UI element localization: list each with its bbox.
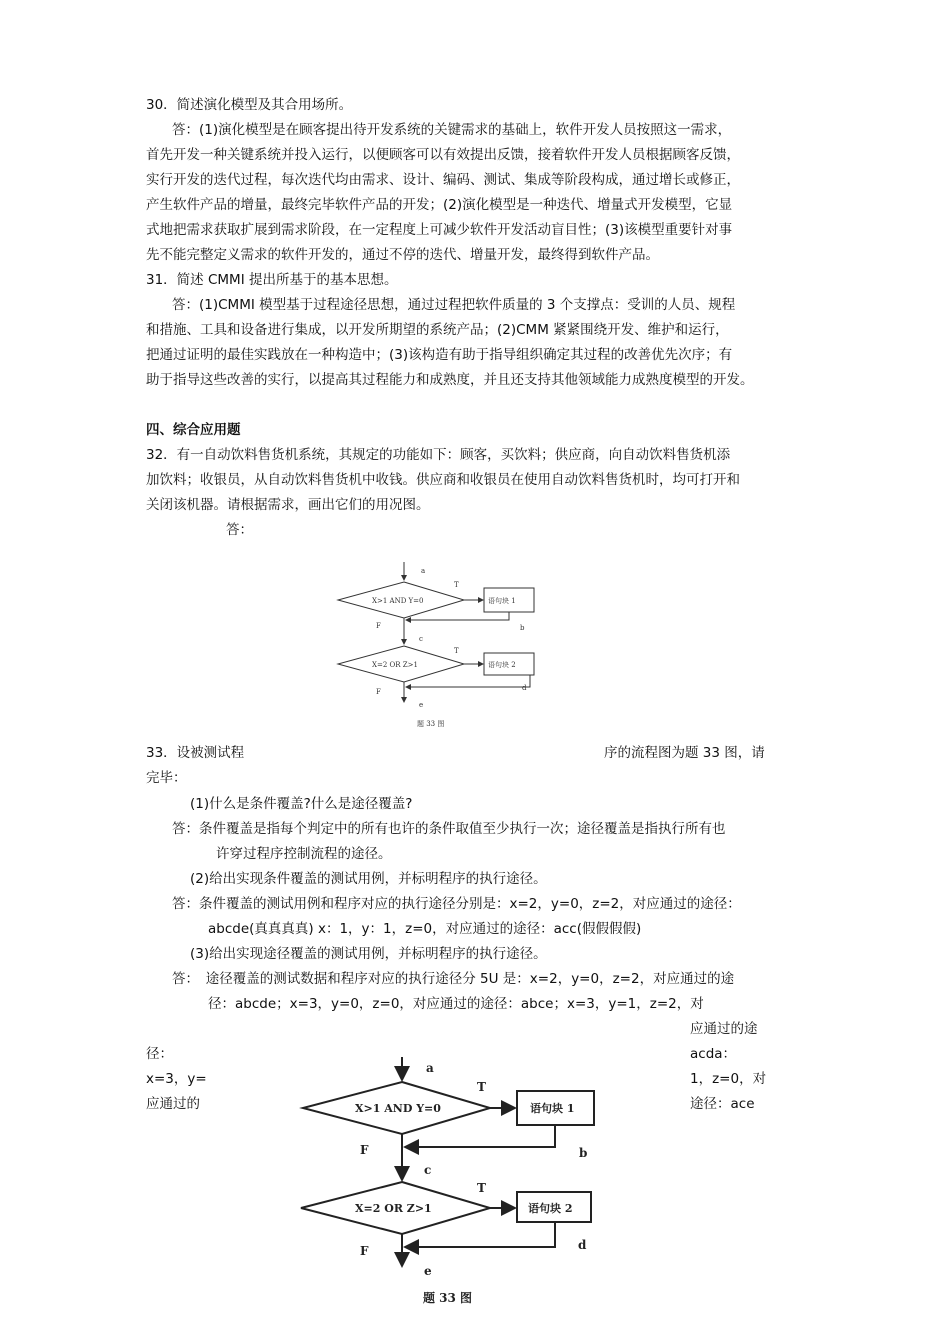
q33-part2-question: (2)给出实现条件覆盖的测试用例，并标明程序的执行途径。	[190, 871, 547, 887]
label-e: e	[424, 1264, 432, 1278]
q30-line: 产生软件产品的增量，最终完毕软件产品的开发；(2)演化模型是一种迭代、增量式开发模型，它显	[146, 197, 733, 213]
q33-title-cont: 完毕：	[146, 770, 187, 786]
label-c: c	[419, 635, 423, 643]
label-f: F	[376, 622, 381, 630]
q31-line: 答：(1)CMMI 模型基于过程途径思想，通过过程把软件质量的 3 个支撑点：受训的人员、规程	[172, 297, 736, 313]
left-fragment: x=3，y=	[146, 1071, 207, 1087]
caption: 题 33 图	[417, 720, 445, 728]
label-f: F	[360, 1244, 369, 1258]
q33-title-left: 33．设被测试程	[146, 745, 245, 761]
label-a: a	[426, 1061, 434, 1075]
block-1: 语句块 1	[530, 1102, 575, 1115]
q32-line: 32．有一自动饮料售货机系统，其规定的功能如下：顾客，买饮料；供应商，向自动饮料售货机添	[146, 447, 731, 463]
label-t: T	[477, 1080, 486, 1094]
condition-2: X=2 OR Z>1	[372, 661, 418, 669]
q30-line: 先不能完整定义需求的软件开发的，通过不停的迭代、增量开发，最终得到软件产品。	[146, 247, 659, 263]
label-t: T	[454, 647, 459, 655]
right-fragment: 途径：ace	[690, 1096, 755, 1112]
q33-part3-answer-cont: 径：abcde；x=3，y=0，z=0，对应通过的途径：abce；x=3，y=1，z=2，对	[208, 996, 704, 1012]
q31-line: 把通过证明的最佳实践放在一种构造中；(3)该构造有助于指导组织确定其过程的改善优先次序；有	[146, 347, 733, 363]
q30-line: 答：(1)演化模型是在顾客提出待开发系统的关键需求的基础上，软件开发人员按照这一需求，	[172, 122, 732, 138]
label-d: d	[578, 1238, 587, 1252]
condition-1: X>1 AND Y=0	[355, 1102, 441, 1115]
right-fragment: 应通过的途	[690, 1021, 758, 1037]
q32-line: 加饮料；收银员，从自动饮料售货机中收钱。供应商和收银员在使用自动饮料售货机时，均可打开和	[146, 472, 740, 488]
q33-part2-answer-cont: abcde(真真真真) x：1，y：1，z=0，对应通过的途径：acc(假假假假)	[208, 921, 642, 937]
q33-part1-question: (1)什么是条件覆盖?什么是途径覆盖?	[190, 796, 413, 812]
q30-line: 首先开发一种关键系统并投入运行，以便顾客可以有效提出反馈，接着软件开发人员根据顾客反馈，	[146, 147, 740, 163]
q33-part3-question: (3)给出实现途径覆盖的测试用例，并标明程序的执行途径。	[190, 946, 547, 962]
condition-1: X>1 AND Y=0	[372, 597, 424, 605]
label-t: T	[454, 581, 459, 589]
q32-answer: 答：	[226, 522, 253, 538]
q33-part1-answer: 答：条件覆盖是指每个判定中的所有也许的条件取值至少执行一次；途径覆盖是指执行所有也	[172, 821, 726, 837]
block-2: 语句块 2	[528, 1202, 573, 1215]
flowchart-large	[295, 1050, 625, 1312]
section-heading: 四、综合应用题	[146, 422, 241, 438]
label-b: b	[579, 1146, 588, 1160]
q30-line: 实行开发的迭代过程，每次迭代均由需求、设计、编码、测试、集成等阶段构成，通过增长或修正，	[146, 172, 740, 188]
q30-title: 30．简述演化模型及其合用场所。	[146, 97, 353, 113]
label-f: F	[376, 688, 381, 696]
condition-2: X=2 OR Z>1	[355, 1202, 432, 1215]
label-e: e	[419, 701, 424, 709]
q33-title-right: 序的流程图为题 33 图，请	[604, 745, 765, 761]
block-1: 语句块 1	[488, 597, 516, 605]
block-2: 语句块 2	[488, 661, 516, 669]
right-fragment: 1，z=0，对	[690, 1071, 767, 1087]
label-d: d	[522, 684, 527, 692]
caption: 题 33 图	[423, 1291, 473, 1305]
q33-part2-answer: 答：条件覆盖的测试用例和程序对应的执行途径分别是：x=2，y=0，z=2，对应通过的途径：	[172, 896, 741, 912]
q31-line: 助于指导这些改善的实行，以提高其过程能力和成熟度，并且还支持其他领域能力成熟度模型的开发。	[146, 372, 754, 388]
q31-title: 31．简述 CMMI 提出所基于的基本思想。	[146, 272, 398, 288]
q31-line: 和措施、工具和设备进行集成，以开发所期望的系统产品；(2)CMM 紧紧围绕开发、维护和运行，	[146, 322, 729, 338]
right-fragment: acda：	[690, 1046, 737, 1062]
q33-part3-answer: 答： 途径覆盖的测试数据和程序对应的执行途径分 5U 是：x=2，y=0，z=2，对应通过的途	[172, 971, 735, 987]
label-b: b	[520, 624, 525, 632]
left-fragment: 径：	[146, 1046, 173, 1062]
q30-line: 式地把需求获取扩展到需求阶段，在一定程度上可减少软件开发活动盲目性；(3)该模型重要针对事	[146, 222, 733, 238]
label-f: F	[360, 1143, 369, 1157]
q32-line: 关闭该机器。请根据需求，画出它们的用况图。	[146, 497, 430, 513]
q33-part1-answer-cont: 许穿过程序控制流程的途径。	[216, 846, 392, 862]
flowchart-small	[330, 556, 560, 736]
label-c: c	[424, 1163, 432, 1177]
label-a: a	[421, 567, 426, 575]
label-t: T	[477, 1181, 486, 1195]
left-fragment: 应通过的	[146, 1096, 200, 1112]
